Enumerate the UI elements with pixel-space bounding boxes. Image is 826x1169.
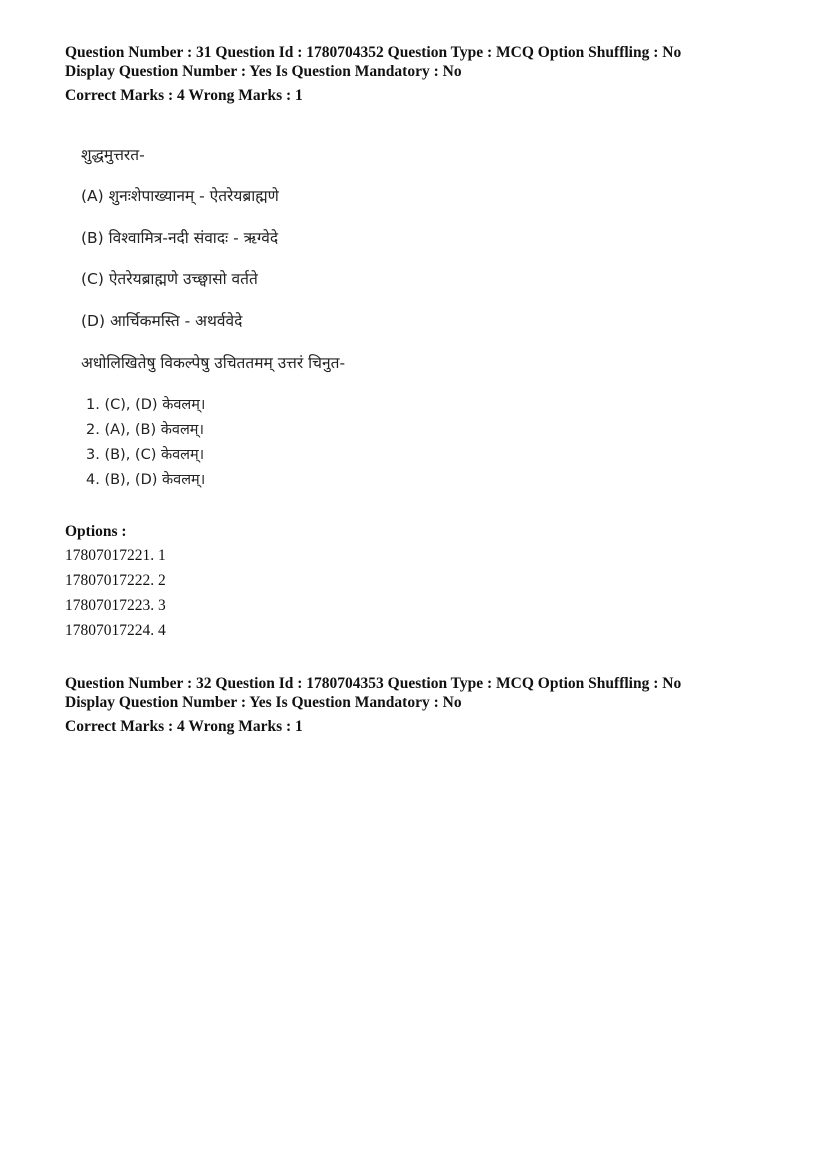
option-id-1: 17807017221. 1 [65, 547, 166, 564]
statement-d: (D) आर्चिकमस्ति - अथर्ववेदे [81, 312, 243, 330]
question-header-line2: Display Question Number : Yes Is Question Mandatory : No [65, 694, 462, 711]
statement-c: (C) ऐतरेयब्राह्मणे उच्छ्वासो वर्तते [81, 270, 258, 288]
question-header-line2: Display Question Number : Yes Is Question Mandatory : No [65, 63, 462, 80]
answer-choice-1: 1. (C), (D) केवलम्। [86, 397, 206, 413]
statement-b: (B) विश्वामित्र-नदी संवादः - ऋग्वेदे [81, 229, 279, 247]
question-prompt: शुद्धमुत्तरत- [81, 146, 145, 164]
options-label: Options : [65, 523, 127, 540]
answer-choice-3: 3. (B), (C) केवलम्। [86, 447, 205, 463]
question-instruction: अधोलिखितेषु विकल्पेषु उचिततमम् उत्तरं चिनुत- [81, 354, 346, 372]
question-marks-line: Correct Marks : 4 Wrong Marks : 1 [65, 718, 303, 735]
option-id-2: 17807017222. 2 [65, 572, 166, 589]
option-id-4: 17807017224. 4 [65, 622, 166, 639]
answer-choice-2: 2. (A), (B) केवलम्। [86, 422, 204, 438]
question-marks-line: Correct Marks : 4 Wrong Marks : 1 [65, 87, 303, 104]
option-id-3: 17807017223. 3 [65, 597, 166, 614]
statement-a: (A) शुनःशेपाख्यानम् - ऐतरेयब्राह्मणे [81, 187, 279, 205]
question-header-line1: Question Number : 31 Question Id : 1780704352 Question Type : MCQ Option Shuffling : No [65, 44, 682, 61]
question-header-line1: Question Number : 32 Question Id : 1780704353 Question Type : MCQ Option Shuffling : No [65, 675, 682, 692]
answer-choice-4: 4. (B), (D) केवलम्। [86, 472, 206, 488]
